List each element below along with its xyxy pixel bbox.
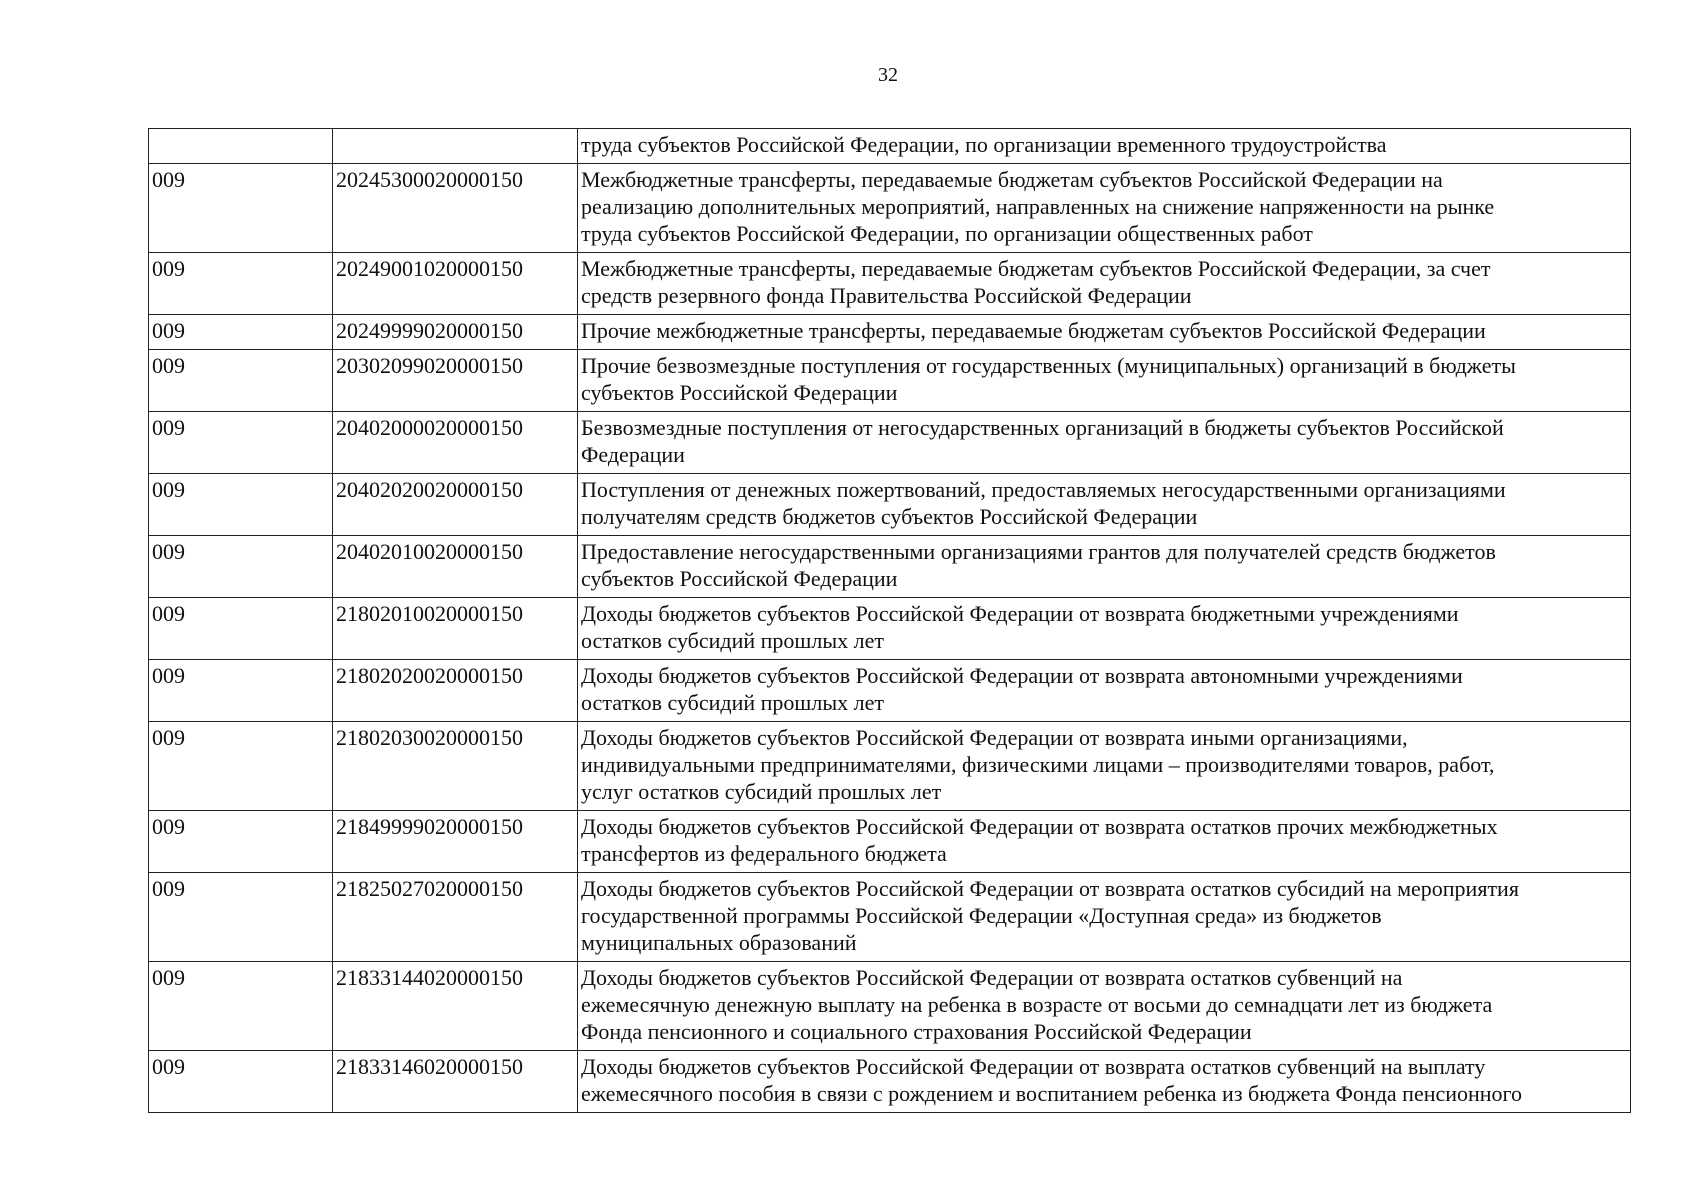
admin-code-cell: 009 (149, 164, 333, 253)
revenue-code-cell: 21802020020000150 (333, 660, 578, 722)
description-line: Безвозмездные поступления от негосударственных организаций в бюджеты субъектов Российской (581, 415, 1504, 440)
admin-code-cell: 009 (149, 315, 333, 350)
description-line: средств резервного фонда Правительства Российской Федерации (581, 283, 1192, 308)
revenue-code-cell: 20402000020000150 (333, 412, 578, 474)
description-line: трансфертов из федерального бюджета (581, 841, 947, 866)
admin-code-cell: 009 (149, 1051, 333, 1113)
description-line: Предоставление негосударственными организациями грантов для получателей средств бюджетов (581, 539, 1496, 564)
revenue-code-cell: 20402020020000150 (333, 474, 578, 536)
admin-code-cell: 009 (149, 962, 333, 1051)
description-line: Фонда пенсионного и социального страхования Российской Федерации (581, 1019, 1252, 1044)
table-row (149, 1051, 1631, 1113)
admin-code-cell: 009 (149, 598, 333, 660)
description-line: Прочие безвозмездные поступления от государственных (муниципальных) организаций в бюджеты (581, 353, 1516, 378)
revenue-code-cell: 21833144020000150 (333, 962, 578, 1051)
description-line: Доходы бюджетов субъектов Российской Федерации от возврата автономными учреждениями (581, 663, 1463, 688)
description-line: Доходы бюджетов субъектов Российской Федерации от возврата остатков субвенций на (581, 965, 1403, 990)
description-line: труда субъектов Российской Федерации, по организации временного трудоустройства (581, 132, 1387, 157)
revenue-code-cell: 20402010020000150 (333, 536, 578, 598)
admin-code-cell: 009 (149, 660, 333, 722)
revenue-code-cell: 20249999020000150 (333, 315, 578, 350)
table-row (149, 873, 1631, 962)
table-row (149, 129, 1631, 164)
revenue-code-cell: 21849999020000150 (333, 811, 578, 873)
description-line: ежемесячного пособия в связи с рождением и воспитанием ребенка из бюджета Фонда пенсионного (581, 1081, 1523, 1106)
description-cell (578, 315, 1631, 350)
admin-code-cell: 009 (149, 253, 333, 315)
admin-code-cell: 009 (149, 350, 333, 412)
description-line: услуг остатков субсидий прошлых лет (581, 779, 942, 804)
description-cell (578, 164, 1631, 253)
description-cell (578, 598, 1631, 660)
table-row (149, 536, 1631, 598)
table-row (149, 811, 1631, 873)
description-line: Межбюджетные трансферты, передаваемые бюджетам субъектов Российской Федерации, за счет (581, 256, 1491, 281)
table-body (149, 129, 1631, 1113)
table-row (149, 412, 1631, 474)
description-line: муниципальных образований (581, 930, 857, 955)
revenue-code-cell: 21802010020000150 (333, 598, 578, 660)
description-line: государственной программы Российской Федерации «Доступная среда» из бюджетов (581, 903, 1382, 928)
admin-code-cell: 009 (149, 474, 333, 536)
revenue-code-cell: 21802030020000150 (333, 722, 578, 811)
table-row (149, 350, 1631, 412)
description-line: Федерации (581, 442, 685, 467)
table-row (149, 315, 1631, 350)
description-cell (578, 536, 1631, 598)
description-line: Доходы бюджетов субъектов Российской Федерации от возврата остатков субвенций на выплату (581, 1054, 1486, 1079)
admin-code-cell: 009 (149, 722, 333, 811)
description-line: труда субъектов Российской Федерации, по организации общественных работ (581, 221, 1313, 246)
description-line: ежемесячную денежную выплату на ребенка в возрасте от восьми до семнадцати лет из бюджета (581, 992, 1493, 1017)
revenue-code-cell (333, 129, 578, 164)
table-row (149, 598, 1631, 660)
description-line: субъектов Российской Федерации (581, 380, 898, 405)
description-cell (578, 474, 1631, 536)
description-cell (578, 660, 1631, 722)
description-line: индивидуальными предпринимателями, физическими лицами – производителями товаров, работ, (581, 752, 1495, 777)
revenue-code-cell: 21833146020000150 (333, 1051, 578, 1113)
description-line: реализацию дополнительных мероприятий, направленных на снижение напряженности на рынке (581, 194, 1495, 219)
description-line: Доходы бюджетов субъектов Российской Федерации от возврата иными организациями, (581, 725, 1408, 750)
description-line: Поступления от денежных пожертвований, предоставляемых негосударственными организациями (581, 477, 1506, 502)
description-line: остатков субсидий прошлых лет (581, 628, 884, 653)
description-line: Доходы бюджетов субъектов Российской Федерации от возврата бюджетными учреждениями (581, 601, 1459, 626)
revenue-codes-table (148, 128, 1631, 1113)
description-line: получателям средств бюджетов субъектов Российской Федерации (581, 504, 1198, 529)
description-cell (578, 412, 1631, 474)
page-number: 32 (878, 64, 898, 86)
revenue-code-cell: 20245300020000150 (333, 164, 578, 253)
description-line: субъектов Российской Федерации (581, 566, 898, 591)
admin-code-cell: 009 (149, 412, 333, 474)
admin-code-cell: 009 (149, 536, 333, 598)
revenue-code-cell: 20249001020000150 (333, 253, 578, 315)
table-row (149, 722, 1631, 811)
description-cell (578, 1051, 1631, 1113)
description-cell (578, 129, 1631, 164)
description-cell (578, 962, 1631, 1051)
admin-code-cell: 009 (149, 811, 333, 873)
description-line: остатков субсидий прошлых лет (581, 690, 884, 715)
description-cell (578, 722, 1631, 811)
table-row (149, 474, 1631, 536)
table-row (149, 164, 1631, 253)
table-row (149, 253, 1631, 315)
description-cell (578, 811, 1631, 873)
description-cell (578, 873, 1631, 962)
admin-code-cell: 009 (149, 873, 333, 962)
revenue-code-cell: 21825027020000150 (333, 873, 578, 962)
description-line: Доходы бюджетов субъектов Российской Федерации от возврата остатков прочих межбюджетных (581, 814, 1498, 839)
description-line: Доходы бюджетов субъектов Российской Федерации от возврата остатков субсидий на мероприятия (581, 876, 1519, 901)
description-cell (578, 350, 1631, 412)
description-cell (578, 253, 1631, 315)
revenue-code-cell: 20302099020000150 (333, 350, 578, 412)
table-row (149, 660, 1631, 722)
table-row (149, 962, 1631, 1051)
admin-code-cell (149, 129, 333, 164)
description-line: Межбюджетные трансферты, передаваемые бюджетам субъектов Российской Федерации на (581, 167, 1443, 192)
description-line: Прочие межбюджетные трансферты, передаваемые бюджетам субъектов Российской Федерации (581, 318, 1486, 343)
